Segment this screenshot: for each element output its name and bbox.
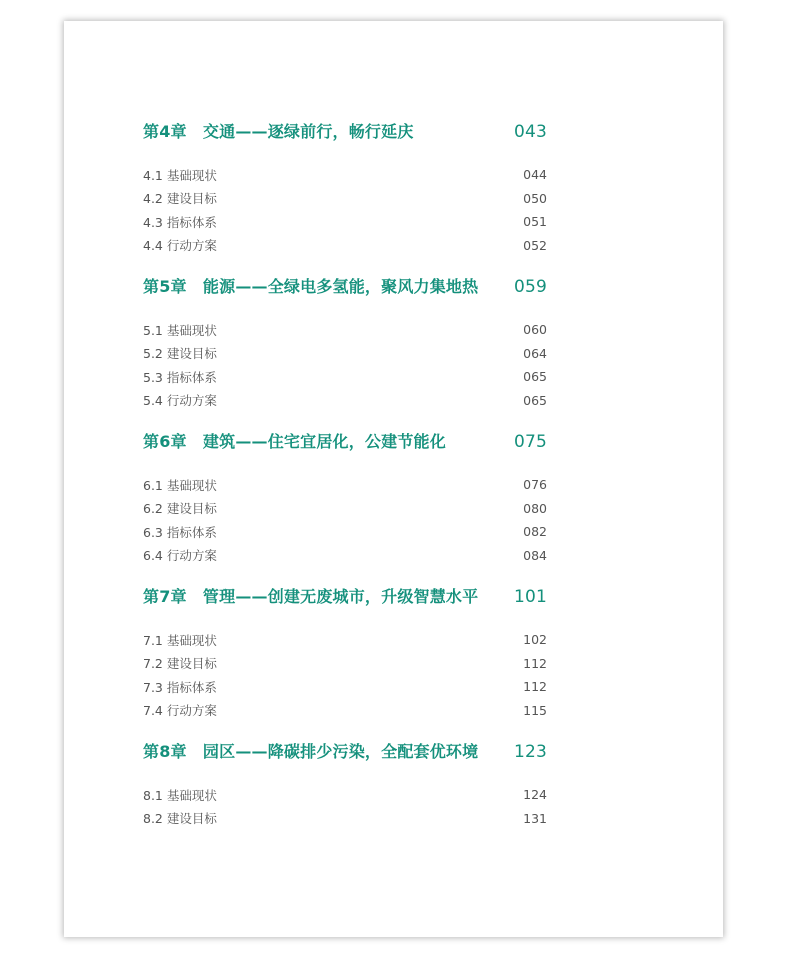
section-label: 7.1 基础现状 bbox=[143, 632, 217, 648]
section-label: 6.1 基础现状 bbox=[143, 477, 217, 493]
section-list bbox=[143, 473, 547, 567]
section-label: 5.3 指标体系 bbox=[143, 369, 217, 385]
section-page-number: 064 bbox=[523, 345, 547, 361]
section-label: 6.3 指标体系 bbox=[143, 524, 217, 540]
chapter-page-number: 043 bbox=[513, 122, 547, 142]
section-page-number: 052 bbox=[523, 237, 547, 253]
section-page-number: 080 bbox=[523, 500, 547, 516]
section-page-number: 050 bbox=[523, 190, 547, 206]
section-entry[interactable] bbox=[143, 210, 547, 234]
section-page-number: 082 bbox=[523, 524, 547, 540]
section-entry[interactable] bbox=[143, 234, 547, 258]
section-list bbox=[143, 628, 547, 722]
section-entry[interactable] bbox=[143, 473, 547, 497]
chapter-7 bbox=[143, 584, 547, 722]
section-label: 7.2 建设目标 bbox=[143, 656, 217, 672]
section-page-number: 102 bbox=[523, 632, 547, 648]
section-label: 4.1 基础现状 bbox=[143, 167, 217, 183]
section-label: 6.4 行动方案 bbox=[143, 548, 217, 564]
document-page bbox=[64, 21, 723, 937]
section-page-number: 112 bbox=[523, 679, 547, 695]
section-page-number: 084 bbox=[523, 547, 547, 563]
chapter-title: 第6章 建筑——住宅宜居化，公建节能化 bbox=[143, 432, 446, 451]
chapter-page-number: 123 bbox=[513, 742, 547, 762]
section-entry[interactable] bbox=[143, 389, 547, 413]
section-page-number: 112 bbox=[523, 655, 547, 671]
section-entry[interactable] bbox=[143, 783, 547, 807]
section-entry[interactable] bbox=[143, 365, 547, 389]
section-label: 4.3 指标体系 bbox=[143, 214, 217, 230]
section-entry[interactable] bbox=[143, 342, 547, 366]
section-label: 4.4 行动方案 bbox=[143, 238, 217, 254]
chapter-title: 第5章 能源——全绿电多氢能，聚风力集地热 bbox=[143, 277, 479, 296]
section-label: 8.1 基础现状 bbox=[143, 787, 217, 803]
chapter-title: 第4章 交通——逐绿前行，畅行延庆 bbox=[143, 122, 414, 141]
chapter-6 bbox=[143, 429, 547, 567]
chapter-8 bbox=[143, 739, 547, 830]
chapter-4 bbox=[143, 119, 547, 257]
chapter-title: 第8章 园区——降碳排少污染，全配套优环境 bbox=[143, 742, 479, 761]
table-of-contents bbox=[143, 119, 547, 847]
chapter-header[interactable] bbox=[143, 119, 547, 145]
chapter-header[interactable] bbox=[143, 429, 547, 455]
section-page-number: 051 bbox=[523, 214, 547, 230]
section-label: 4.2 建设目标 bbox=[143, 191, 217, 207]
section-label: 7.4 行动方案 bbox=[143, 703, 217, 719]
section-entry[interactable] bbox=[143, 699, 547, 723]
chapter-title: 第7章 管理——创建无废城市，升级智慧水平 bbox=[143, 587, 479, 606]
chapter-page-number: 101 bbox=[513, 587, 547, 607]
section-list bbox=[143, 783, 547, 830]
section-entry[interactable] bbox=[143, 652, 547, 676]
section-page-number: 131 bbox=[523, 810, 547, 826]
chapter-page-number: 075 bbox=[513, 432, 547, 452]
section-label: 5.4 行动方案 bbox=[143, 393, 217, 409]
section-label: 5.1 基础现状 bbox=[143, 322, 217, 338]
section-entry[interactable] bbox=[143, 675, 547, 699]
section-entry[interactable] bbox=[143, 628, 547, 652]
section-page-number: 065 bbox=[523, 392, 547, 408]
section-page-number: 065 bbox=[523, 369, 547, 385]
section-label: 7.3 指标体系 bbox=[143, 679, 217, 695]
section-label: 5.2 建设目标 bbox=[143, 346, 217, 362]
section-list bbox=[143, 163, 547, 257]
chapter-page-number: 059 bbox=[513, 277, 547, 297]
section-entry[interactable] bbox=[143, 163, 547, 187]
section-page-number: 044 bbox=[523, 167, 547, 183]
chapter-5 bbox=[143, 274, 547, 412]
section-page-number: 076 bbox=[523, 477, 547, 493]
section-page-number: 060 bbox=[523, 322, 547, 338]
section-page-number: 124 bbox=[523, 787, 547, 803]
chapter-header[interactable] bbox=[143, 584, 547, 610]
section-page-number: 115 bbox=[523, 702, 547, 718]
section-entry[interactable] bbox=[143, 807, 547, 831]
section-entry[interactable] bbox=[143, 520, 547, 544]
section-label: 8.2 建设目标 bbox=[143, 811, 217, 827]
chapter-header[interactable] bbox=[143, 739, 547, 765]
section-entry[interactable] bbox=[143, 318, 547, 342]
section-label: 6.2 建设目标 bbox=[143, 501, 217, 517]
section-entry[interactable] bbox=[143, 497, 547, 521]
section-entry[interactable] bbox=[143, 544, 547, 568]
chapter-header[interactable] bbox=[143, 274, 547, 300]
section-list bbox=[143, 318, 547, 412]
section-entry[interactable] bbox=[143, 187, 547, 211]
